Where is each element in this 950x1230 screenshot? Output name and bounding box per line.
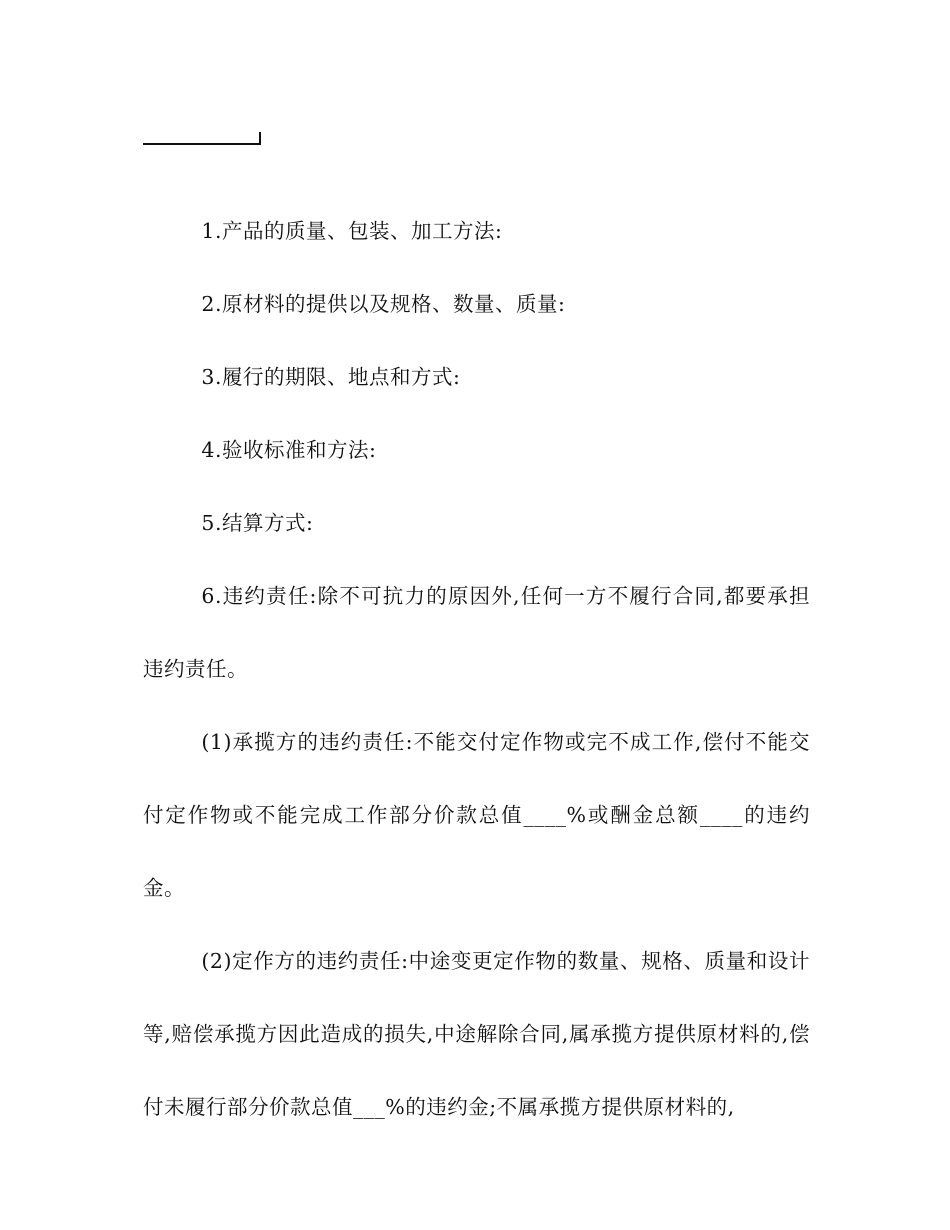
clause-client-liability: (2)定作方的违约责任:中途变更定作物的数量、规格、质量和设计等,赔偿承揽方因此造成的损失,中途解除合同,属承揽方提供原材料的,偿付未履行部分价款总值___%的违约金;不属承揽方提供原材料的, bbox=[143, 949, 810, 1119]
rule-vertical bbox=[259, 132, 261, 145]
clause-acceptance: 4.验收标准和方法: bbox=[201, 438, 377, 462]
clause-liability: 6.违约责任:除不可抗力的原因外,任何一方不履行合同,都要承担违约责任。 bbox=[143, 584, 810, 681]
top-left-rule-mark bbox=[143, 132, 261, 145]
clause-quality-packaging: 1.产品的质量、包装、加工方法: bbox=[201, 219, 503, 243]
rule-horizontal bbox=[143, 143, 261, 145]
clause-contractor-liability: (1)承揽方的违约责任:不能交付定作物或完不成工作,偿付不能交付定作物或不能完成工作部分价款总值____%或酬金总额____的违约金。 bbox=[143, 730, 810, 900]
clause-raw-materials: 2.原材料的提供以及规格、数量、质量: bbox=[201, 292, 566, 316]
document-body bbox=[143, 195, 810, 1144]
clause-settlement: 5.结算方式: bbox=[201, 511, 314, 535]
clause-performance-terms: 3.履行的期限、地点和方式: bbox=[201, 365, 461, 389]
